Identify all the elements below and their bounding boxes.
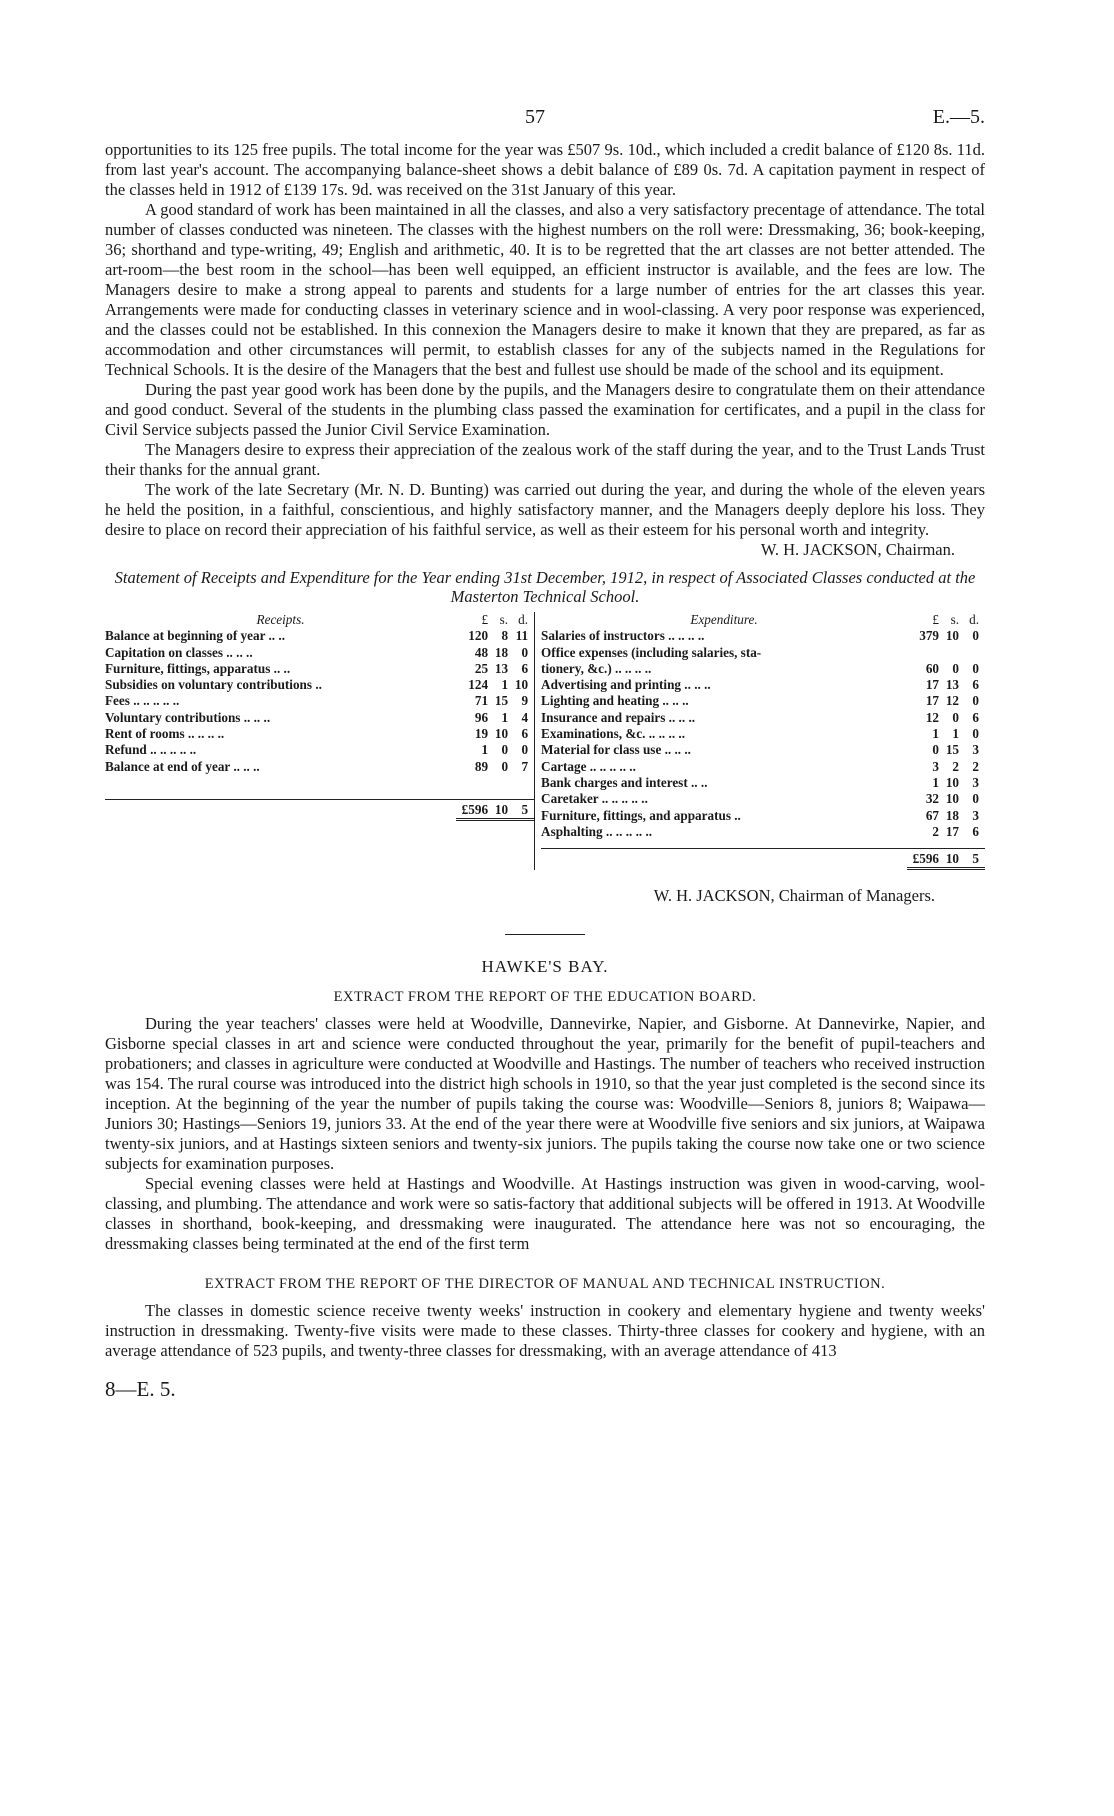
- receipts-pence: 6: [521, 660, 529, 676]
- paragraph: The Managers desire to express their appreciation of the zealous work of the staff during the year, and to the Trust Lands Trust their thanks for the annual grant.: [105, 440, 985, 479]
- receipts-rows: [105, 628, 534, 775]
- receipts-pence: 9: [521, 693, 529, 709]
- expenditure-row: [541, 742, 985, 758]
- receipts-amount: [456, 645, 534, 661]
- receipts-pounds: 1: [481, 742, 489, 758]
- receipts-label: Voluntary contributions .. .. ..: [105, 709, 271, 725]
- receipts-row: [105, 677, 534, 693]
- expenditure-pence: 6: [972, 823, 979, 839]
- receipts-amount: [456, 710, 534, 726]
- expenditure-column: [535, 612, 985, 870]
- receipts-label: Rent of rooms .. .. .. ..: [105, 726, 225, 742]
- expenditure-amount: [907, 693, 985, 709]
- receipts-pence: 6: [521, 726, 529, 742]
- receipts-pence: 7: [521, 758, 529, 774]
- expenditure-shillings: 0: [952, 660, 959, 676]
- expenditure-pounds: [909, 645, 939, 661]
- receipts-header: [105, 612, 534, 628]
- receipts-total-row: [105, 799, 534, 821]
- expenditure-amount: [907, 710, 985, 726]
- expenditure-pounds: 3: [932, 758, 939, 774]
- receipts-label: Refund .. .. .. .. ..: [105, 742, 197, 758]
- expenditure-pence: 6: [972, 677, 979, 693]
- expenditure-pence: 0: [972, 660, 979, 676]
- receipts-row: [105, 710, 534, 726]
- section-heading: HAWKE'S BAY.: [481, 957, 609, 977]
- receipts-pence: 0: [521, 644, 529, 660]
- expenditure-shillings: 1: [952, 726, 959, 742]
- expenditure-row: [541, 808, 985, 824]
- statement-title: Statement of Receipts and Expenditure for the Year ending 31st December, 1912, in respect of Associated Classes conducted at the Masterton Technical School.: [114, 568, 976, 606]
- expenditure-pence: 3: [972, 774, 979, 790]
- expenditure-shillings: [939, 645, 959, 661]
- receipts-pounds: 89: [474, 758, 489, 774]
- receipts-shillings: 10: [494, 726, 509, 742]
- expenditure-pence: [959, 645, 979, 661]
- expenditure-amount: [907, 628, 985, 644]
- document-page: [105, 100, 985, 1402]
- receipts-amount: [456, 661, 534, 677]
- signature: W. H. JACKSON, Chairman.: [760, 540, 955, 559]
- receipts-row: [105, 645, 534, 661]
- expenditure-shillings: 2: [952, 758, 959, 774]
- expenditure-label: Bank charges and interest .. ..: [541, 774, 708, 790]
- receipts-pence: 10: [514, 677, 529, 693]
- expenditure-pounds: 1: [932, 774, 939, 790]
- receipts-pounds: 25: [474, 660, 489, 676]
- expenditure-shillings: 12: [945, 693, 959, 709]
- expenditure-label: Asphalting .. .. .. .. ..: [541, 823, 653, 839]
- receipts-row: [105, 628, 534, 644]
- expenditure-row: [541, 693, 985, 709]
- receipts-shillings: 1: [501, 709, 509, 725]
- expenditure-label: Caretaker .. .. .. .. ..: [541, 791, 648, 807]
- receipts-column: [105, 612, 535, 870]
- expenditure-shillings: 13: [945, 677, 959, 693]
- expenditure-label: Examinations, &c. .. .. .. ..: [541, 726, 686, 742]
- receipts-heading: Receipts.: [256, 612, 305, 627]
- extract-heading: EXTRACT FROM THE REPORT OF THE DIRECTOR OF MANUAL AND TECHNICAL INSTRUCTION.: [204, 1276, 886, 1293]
- page-header: [105, 100, 985, 140]
- expenditure-pence: 3: [972, 807, 979, 823]
- expenditure-shillings: 17: [945, 823, 959, 839]
- receipts-row: [105, 693, 534, 709]
- receipts-shillings: 1: [501, 677, 509, 693]
- expenditure-amount: [907, 661, 985, 677]
- expenditure-amount: [907, 759, 985, 775]
- expenditure-pounds: 60: [925, 660, 939, 676]
- receipts-shillings: 0: [501, 742, 509, 758]
- receipts-pounds: 96: [474, 709, 489, 725]
- receipts-total-pounds: £596: [461, 801, 489, 817]
- expenditure-row: [541, 710, 985, 726]
- receipts-pounds: 48: [474, 644, 489, 660]
- expenditure-row: [541, 775, 985, 791]
- receipts-shillings: 18: [494, 644, 509, 660]
- receipts-amount: [456, 693, 534, 709]
- expenditure-label: Material for class use .. .. ..: [541, 742, 691, 758]
- expenditure-pence: 6: [972, 709, 979, 725]
- expenditure-shillings: 18: [945, 807, 959, 823]
- expenditure-label: Insurance and repairs .. .. ..: [541, 709, 696, 725]
- paragraph: During the year teachers' classes were held at Woodville, Dannevirke, Napier, and Gisborne. At Dannevirke, Napier, and Gisborne special classes in art and science were conducted throughout the year, primarily for the benefit of pupil-teachers and probationers; and classes in agriculture were conducted at Woodville and Hastings. The number of teachers who received instruction was 154. The rural course was introduced into the district high schools in 1910, so that the year just completed is the second since its inception. At the beginning of the year the number of pupils taking the course was: Woodville—Seniors 8, juniors 8; Waipawa—Juniors 30; Hastings—Seniors 19, juniors 33. At the end of the year there were at Woodville five seniors and six juniors, at Waipawa twenty-six juniors, and at Hastings sixteen seniors and twenty-six juniors. The pupils taking the course now take one or two science subjects for examination purposes.: [105, 1014, 985, 1174]
- expenditure-shillings: 10: [945, 628, 959, 644]
- document-reference: E.—5.: [932, 106, 985, 128]
- expenditure-shillings: 10: [945, 774, 959, 790]
- expenditure-total-row: [541, 848, 985, 870]
- receipts-label: Subsidies on voluntary contributions ..: [105, 677, 322, 693]
- expenditure-shillings: 15: [945, 742, 959, 758]
- expenditure-label: Salaries of instructors .. .. .. ..: [541, 628, 705, 644]
- expenditure-pence: 2: [972, 758, 979, 774]
- expenditure-shillings: 10: [945, 791, 959, 807]
- expenditure-pounds: 17: [925, 677, 939, 693]
- expenditure-row: [541, 759, 985, 775]
- expenditure-row: [541, 726, 985, 742]
- expenditure-row: [541, 645, 985, 661]
- expenditure-pounds: 17: [925, 693, 939, 709]
- expenditure-amount: [907, 824, 985, 840]
- expenditure-amount: [907, 645, 985, 661]
- expenditure-pounds: 1: [932, 726, 939, 742]
- expenditure-amount: [907, 775, 985, 791]
- paragraph: The work of the late Secretary (Mr. N. D. Bunting) was carried out during the year, and during the whole of the eleven years he held the position, in a faithful, conscientious, and highly satisfactory manner, and the Managers deeply deplore his loss. They desire to place on record their appreciation of his faithful service, as well as their esteem for his personal worth and integrity.: [105, 480, 985, 539]
- expenditure-row: [541, 661, 985, 677]
- expenditure-amount: [907, 677, 985, 693]
- expenditure-total-pence: 5: [972, 851, 979, 867]
- currency-headers: £ s. d.: [481, 612, 529, 627]
- receipts-amount: [456, 726, 534, 742]
- expenditure-pence: 3: [972, 742, 979, 758]
- section-divider: [505, 934, 585, 935]
- expenditure-pounds: 2: [932, 823, 939, 839]
- expenditure-label: Advertising and printing .. .. ..: [541, 677, 711, 693]
- signature: W. H. JACKSON, Chairman of Managers.: [653, 886, 935, 906]
- expenditure-pence: 0: [972, 726, 979, 742]
- page-footer: 8—E. 5.: [105, 1377, 176, 1402]
- expenditure-shillings: 0: [952, 709, 959, 725]
- receipts-label: Balance at end of year .. .. ..: [105, 758, 260, 774]
- expenditure-total-pounds: £596: [912, 851, 939, 867]
- receipts-amount: [456, 628, 534, 644]
- expenditure-label: Lighting and heating .. .. ..: [541, 693, 689, 709]
- paragraph: A good standard of work has been maintained in all the classes, and also a very satisfactory precentage of attendance. The total number of classes conducted was nineteen. The classes with the highest numbers on the roll were: Dressmaking, 36; book-keeping, 36; shorthand and type-writing, 49; English and arithmetic, 40. It is to be regretted that the art classes are not better attended. The art-room—the best room in the school—has been well equipped, an efficient instructor is available, and the fees are low. The Managers desire to make a strong appeal to parents and students for a large number of entries for the art classes this year. Arrangements were made for conducting classes in veterinary science and in wool-classing. A very poor response was experienced, and the classes could not be established. In this connexion the Managers desire to make it known that they are prepared, as far as accommodation and other circumstances will permit, to establish classes for any of the subjects named in the Regulations for Technical Schools. It is the desire of the Managers that the best and fullest use should be made of the school and its equipment.: [105, 200, 985, 379]
- receipts-expenditure-statement: [105, 612, 985, 870]
- expenditure-amount: [907, 808, 985, 824]
- receipts-pence: 4: [521, 709, 529, 725]
- receipts-pounds: 124: [468, 677, 489, 693]
- expenditure-pounds: 12: [925, 709, 939, 725]
- receipts-row: [105, 661, 534, 677]
- receipts-shillings: 13: [494, 660, 509, 676]
- expenditure-rows: [541, 628, 985, 840]
- currency-headers: £ s. d.: [932, 612, 979, 627]
- expenditure-amount: [907, 726, 985, 742]
- expenditure-amount: [907, 791, 985, 807]
- expenditure-label: tionery, &c.) .. .. .. ..: [541, 660, 652, 676]
- receipts-shillings: 0: [501, 758, 509, 774]
- expenditure-label: Cartage .. .. .. .. ..: [541, 758, 636, 774]
- receipts-pounds: 71: [474, 693, 489, 709]
- receipts-row: [105, 742, 534, 758]
- receipts-pounds: 19: [474, 726, 489, 742]
- expenditure-pounds: 379: [919, 628, 939, 644]
- paragraph: opportunities to its 125 free pupils. The total income for the year was £507 9s. 10d., which included a credit balance of £120 8s. 11d. from last year's account. The accompanying balance-sheet shows a debit balance of £89 0s. 7d. A capitation payment in respect of the classes held in 1912 of £139 17s. 9d. was received on the 31st January of this year.: [105, 140, 985, 199]
- receipts-pence: 0: [521, 742, 529, 758]
- receipts-pence: 11: [515, 628, 529, 644]
- expenditure-row: [541, 628, 985, 644]
- receipts-label: Furniture, fittings, apparatus .. ..: [105, 660, 291, 676]
- extract-heading: EXTRACT FROM THE REPORT OF THE EDUCATION BOARD.: [333, 989, 757, 1006]
- receipts-shillings: 15: [494, 693, 509, 709]
- receipts-total-pence: 5: [521, 801, 529, 817]
- receipts-total-shillings: 10: [494, 801, 509, 817]
- expenditure-row: [541, 824, 985, 840]
- expenditure-row: [541, 677, 985, 693]
- expenditure-pence: 0: [972, 791, 979, 807]
- expenditure-header: [541, 612, 985, 628]
- receipts-amount: [456, 759, 534, 775]
- expenditure-pounds: 0: [932, 742, 939, 758]
- receipts-shillings: 8: [501, 628, 509, 644]
- receipts-label: Balance at beginning of year .. ..: [105, 628, 285, 644]
- paragraph: The classes in domestic science receive twenty weeks' instruction in cookery and elementary hygiene and twenty weeks' instruction in dressmaking. Twenty-five visits were made to these classes. Thirty-three classes for cookery and hygiene, with an average attendance of 523 pupils, and twenty-three classes for dressmaking, with an average attendance of 413: [105, 1301, 985, 1361]
- receipts-amount: [456, 677, 534, 693]
- expenditure-row: [541, 791, 985, 807]
- expenditure-amount: [907, 742, 985, 758]
- expenditure-heading: Expenditure.: [690, 612, 758, 627]
- receipts-pounds: 120: [468, 628, 489, 644]
- page-number: 57: [525, 106, 545, 128]
- receipts-label: Capitation on classes .. .. ..: [105, 644, 253, 660]
- expenditure-pence: 0: [972, 628, 979, 644]
- expenditure-total-shillings: 10: [945, 851, 959, 867]
- expenditure-pounds: 32: [925, 791, 939, 807]
- paragraph: During the past year good work has been done by the pupils, and the Managers desire to congratulate them on their attendance and good conduct. Several of the students in the plumbing class passed the examination for certificates, and a pupil in the class for Civil Service subjects passed the Junior Civil Service Examination.: [105, 380, 985, 439]
- receipts-row: [105, 759, 534, 775]
- expenditure-label: Office expenses (including salaries, sta-: [541, 644, 762, 660]
- receipts-amount: [456, 742, 534, 758]
- receipts-label: Fees .. .. .. .. ..: [105, 693, 180, 709]
- receipts-row: [105, 726, 534, 742]
- expenditure-pence: 0: [972, 693, 979, 709]
- expenditure-pounds: 67: [925, 807, 939, 823]
- paragraph: Special evening classes were held at Hastings and Woodville. At Hastings instruction was given in wood-carving, wool-classing, and plumbing. The attendance and work were so satis-factory that additional subjects will be offered in 1913. At Woodville classes in shorthand, book-keeping, and dressmaking were inaugurated. The attendance here was not so encouraging, the dressmaking classes being terminated at the end of the first term: [105, 1174, 985, 1254]
- expenditure-label: Furniture, fittings, and apparatus ..: [541, 807, 741, 823]
